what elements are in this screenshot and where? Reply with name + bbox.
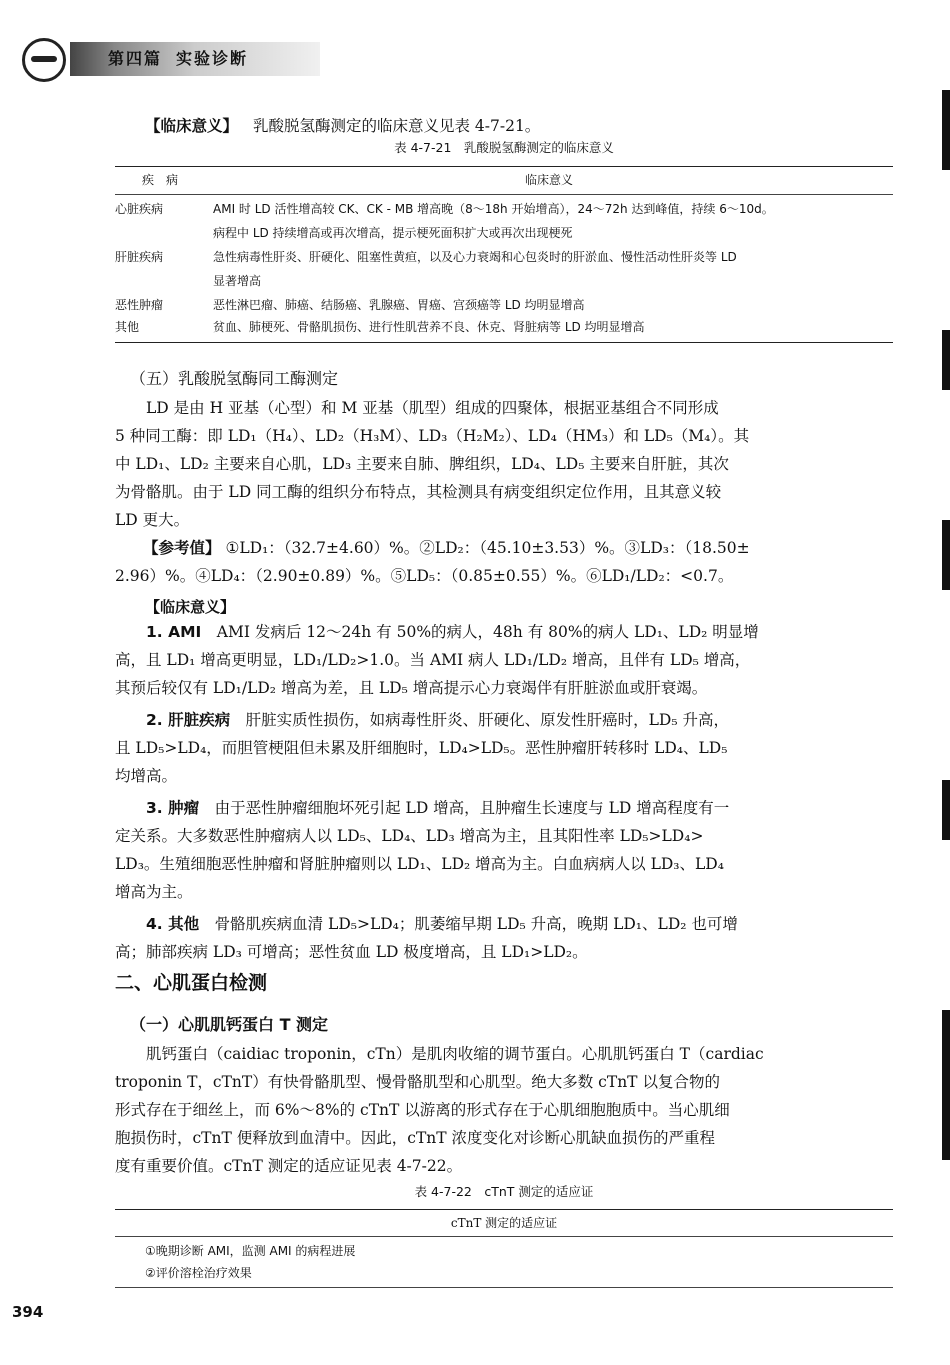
page-number: 394 (12, 1303, 44, 1321)
table1-header-meaning: 临床意义 (524, 173, 573, 187)
para-line: 为骨骼肌。由于 LD 同工酶的组织分布特点，其检测具有病变组织定位作用，且其意义较 (115, 483, 722, 501)
para-line: 中 LD₁、LD₂ 主要来自心肌，LD₃ 主要来自肺、脾组织，LD₄、LD₅ 主要来自肝脏，其次 (115, 455, 729, 473)
item-line: 其预后较仅有 LD₁/LD₂ 增高为差，且 LD₅ 增高提示心力衰竭伴有肝脏淤血或肝衰竭。 (115, 679, 708, 697)
reference-line: 2.96）%。④LD₄：（2.90±0.89）%。⑤LD₅：（0.85±0.55）%。⑥LD₁/LD₂：<0.7。 (115, 567, 734, 585)
table1-meaning-line: AMI 时 LD 活性增高较 CK、CK - MB 增高晚（8～18h 开始增高），24～72h 达到峰值，持续 6～10d。 (213, 202, 774, 216)
item-line: 高；肺部疾病 LD₃ 可增高；恶性贫血 LD 极度增高，且 LD₁>LD₂。 (115, 943, 588, 961)
section2-para (115, 1040, 893, 1180)
para-line: LD 是由 H 亚基（心型）和 M 亚基（肌型）组成的四聚体，根据亚基组合不同形成 (146, 399, 719, 417)
para-line: 形式存在于细丝上，而 6%～8%的 cTnT 以游离的形式存在于心肌细胞胞质中。当心肌细 (115, 1101, 730, 1119)
header-part: 第四篇 (108, 49, 163, 68)
table1-top-rule (115, 166, 893, 167)
item-title: 1. AMI (146, 623, 202, 641)
item-text: 骨骼肌疾病血清 LD₅>LD₄；肌萎缩早期 LD₅ 升高，晚期 LD₁、LD₂ 也可增 (214, 915, 738, 933)
para-line: troponin T，cTnT）有快骨骼肌型、慢骨骼肌型和心肌型。绝大多数 cTnT 以复合物的 (115, 1073, 720, 1091)
list-item (115, 794, 893, 906)
running-header (108, 46, 262, 69)
table-row (115, 245, 893, 293)
item-line (115, 910, 893, 938)
para-line: 肌钙蛋白（caidiac troponin，cTn）是肌肉收缩的调节蛋白。心肌肌钙蛋白 T（cardiac (146, 1045, 764, 1063)
table2-caption: 表 4-7-22 cTnT 测定的适应证 (414, 1184, 594, 1199)
scan-edge-mark (942, 520, 950, 590)
clinical-label: 【临床意义】 (145, 598, 236, 616)
reference-label: 【参考值】 (143, 539, 221, 557)
table2-bottom-rule (115, 1287, 893, 1288)
table1 (115, 168, 893, 192)
table-row (115, 293, 893, 317)
table1-disease-cell: 心脏疾病 (115, 202, 164, 216)
table-row (115, 317, 893, 337)
clinical-items (115, 618, 893, 966)
list-item (115, 618, 893, 702)
item-title: 2. 肝脏疾病 (146, 711, 231, 729)
item-line (115, 794, 893, 822)
table1-meaning-line: 恶性淋巴瘤、肺癌、结肠癌、乳腺癌、胃癌、宫颈癌等 LD 均明显增高 (213, 298, 585, 312)
table1-disease-cell: 其他 (115, 320, 140, 334)
table2-header-rule (115, 1236, 893, 1237)
table1-bottom-rule (115, 342, 893, 343)
table1-meaning-cell (213, 245, 893, 293)
table1-header-disease: 疾 病 (141, 173, 178, 187)
item-text: AMI 发病后 12～24h 有 50%的病人，48h 有 80%的病人 LD₁、LD₂ 明显增 (216, 623, 759, 641)
scan-edge-mark (942, 780, 950, 840)
table1-header-row (115, 168, 893, 192)
table1-meaning-line: 贫血、肺梗死、骨骼肌损伤、进行性肌营养不良、休克、肾脏病等 LD 均明显增高 (213, 320, 645, 334)
item-title: 4. 其他 (146, 915, 200, 933)
item-line (115, 618, 893, 646)
clinical-intro (145, 114, 540, 136)
item-line: 高，且 LD₁ 增高更明显，LD₁/LD₂>1.0。当 AMI 病人 LD₁/LD₂ 增高，且伴有 LD₅ 增高， (115, 651, 751, 669)
table1-meaning-line: 病程中 LD 持续增高或再次增高，提示梗死面积扩大或再次出现梗死 (213, 226, 573, 240)
table2-header: cTnT 测定的适应证 (450, 1216, 558, 1230)
list-item (115, 706, 893, 790)
item-line (115, 706, 893, 734)
table2-top-rule (115, 1209, 893, 1210)
scan-edge-mark (942, 90, 950, 170)
table-row: ①晚期诊断 AMI，监测 AMI 的病程进展 (145, 1244, 356, 1258)
table1-caption: 表 4-7-21 乳酸脱氢酶测定的临床意义 (394, 140, 614, 155)
para-line: 度有重要价值。cTnT 测定的适应证见表 4-7-22。 (115, 1157, 463, 1175)
item-text: 由于恶性肿瘤细胞坏死引起 LD 增高，且肿瘤生长速度与 LD 增高程度有一 (214, 799, 730, 817)
section5-para (115, 394, 893, 534)
clinical-intro-text: 乳酸脱氢酶测定的临床意义见表 4-7-21。 (252, 117, 541, 135)
table1-meaning-line: 显著增高 (213, 274, 262, 288)
table1-header-rule (115, 194, 893, 195)
table1-disease-cell: 肝脏疾病 (115, 250, 164, 264)
item-line: 定关系。大多数恶性肿瘤病人以 LD₅、LD₄、LD₃ 增高为主，且其阳性率 LD₅>LD₄> (115, 827, 704, 845)
para-line: LD 更大。 (115, 511, 190, 529)
section2-heading: 二、心肌蛋白检测 (115, 972, 268, 994)
item-title: 3. 肿瘤 (146, 799, 200, 817)
table1-meaning-cell (213, 197, 893, 245)
section2-subheading: （一）心肌肌钙蛋白 T 测定 (130, 1015, 329, 1034)
table1-meaning-cell (213, 317, 893, 337)
reference-text: ①LD₁：（32.7±4.60）%。②LD₂：（45.10±3.53）%。③LD₃：（18.50± (225, 539, 750, 557)
item-line: LD₃。生殖细胞恶性肿瘤和肾脏肿瘤则以 LD₁、LD₂ 增高为主。白血病病人以 LD₃、LD₄ (115, 855, 724, 873)
scan-edge-mark (942, 330, 950, 390)
table1-disease-cell: 恶性肿瘤 (115, 298, 164, 312)
scan-edge-mark (942, 1010, 950, 1160)
para-line: 胞损伤时，cTnT 便释放到血清中。因此，cTnT 浓度变化对诊断心肌缺血损伤的严重程 (115, 1129, 716, 1147)
item-line: 且 LD₅>LD₄，而胆管梗阻但未累及肝细胞时，LD₄>LD₅。恶性肿瘤肝转移时 LD₄、LD₅ (115, 739, 728, 757)
para-line: 5 种同工酶：即 LD₁（H₄）、LD₂（H₃M）、LD₃（H₂M₂）、LD₄（HM₃）和 LD₅（M₄）。其 (115, 427, 750, 445)
table1-meaning-cell (213, 293, 893, 317)
item-line: 均增高。 (115, 767, 178, 785)
reference-values (115, 534, 893, 590)
section5-heading: （五）乳酸脱氢酶同工酶测定 (130, 369, 339, 388)
item-line: 增高为主。 (115, 883, 193, 901)
table1-meaning-line: 急性病毒性肝炎、肝硬化、阻塞性黄疸，以及心力衰竭和心包炎时的肝淤血、慢性活动性肝炎等 LD (213, 250, 737, 264)
list-item (115, 910, 893, 966)
item-text: 肝脏实质性损伤，如病毒性肝炎、肝硬化、原发性肝癌时，LD₅ 升高， (245, 711, 729, 729)
table2-body (145, 1240, 355, 1284)
table-row (115, 197, 893, 245)
header-title: 实验诊断 (176, 49, 249, 68)
clinical-intro-label: 【临床意义】 (145, 117, 239, 135)
table-row: ②评价溶栓治疗效果 (145, 1266, 252, 1280)
reference-line (115, 534, 893, 562)
book-logo-icon (22, 38, 66, 82)
table1-body (115, 197, 893, 337)
